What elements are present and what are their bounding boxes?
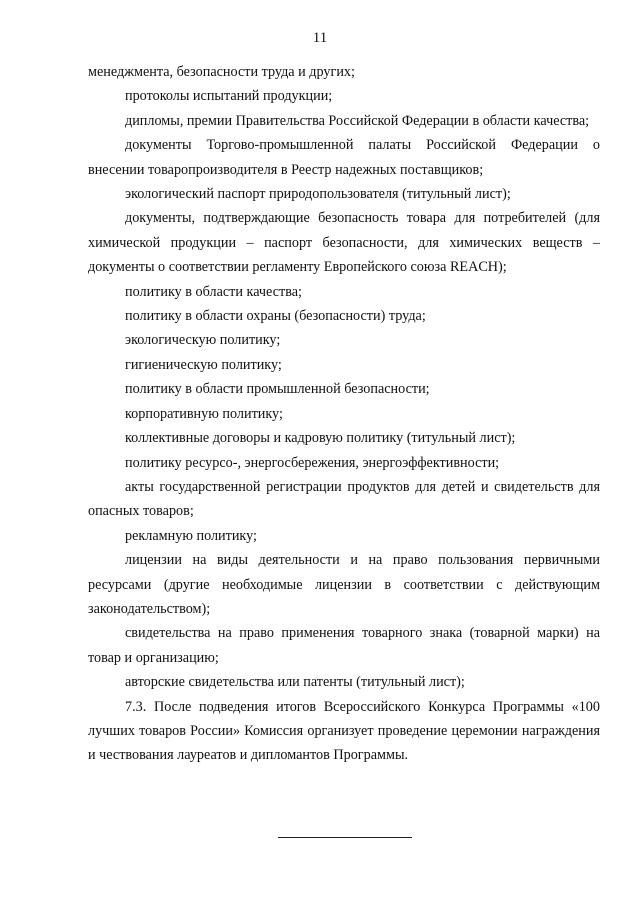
paragraph: экологический паспорт природопользователя (титульный лист); [125,186,511,203]
paragraph: менеджмента, безопасности труда и других; [88,64,355,80]
footer-divider [278,837,412,838]
paragraph: политику ресурсо-, энергосбережения, энергоэффективности; [125,454,500,471]
paragraph: авторские свидетельства или патенты (титульный лист); [125,674,465,691]
paragraph: лицензии на виды деятельности и на право пользования первичными ресурсами (другие необходимые лицензии в соответствии с действующим законодательством); [88,552,600,617]
paragraph: протоколы испытаний продукции; [125,88,333,105]
document-body [88,60,600,768]
paragraph: корпоративную политику; [125,405,283,422]
page-number: 11 [312,30,328,46]
paragraph: политику в области промышленной безопасности; [125,381,430,398]
paragraph: коллективные договоры и кадровую политику (титульный лист); [125,430,516,447]
paragraph: гигиеническую политику; [125,356,282,373]
paragraph: рекламную политику; [125,527,257,544]
paragraph: 7.3. После подведения итогов Всероссийского Конкурса Программы «100 лучших товаров России» Комиссия организует проведение церемонии награждения и чествования лауреатов и дипломантов Программы. [88,698,600,764]
paragraph: политику в области качества; [125,283,302,300]
paragraph: акты государственной регистрации продуктов для детей и свидетельств для опасных товаров; [88,478,600,520]
paragraph: документы, подтверждающие безопасность товара для потребителей (для химической продукции – паспорт безопасности, для химических веществ – документы о соответствии регламенту Европейского союза REACH); [88,210,600,276]
paragraph: экологическую политику; [125,332,281,349]
paragraph: дипломы, премии Правительства Российской Федерации в области качества; [125,112,590,129]
paragraph: свидетельства на право применения товарного знака (товарной марки) на товар и организацию; [88,625,600,666]
paragraph: документы Торгово-промышленной палаты Российской Федерации о внесении товаропроизводителя в Реестр надежных поставщиков; [88,137,600,178]
paragraph: политику в области охраны (безопасности) труда; [125,308,426,325]
